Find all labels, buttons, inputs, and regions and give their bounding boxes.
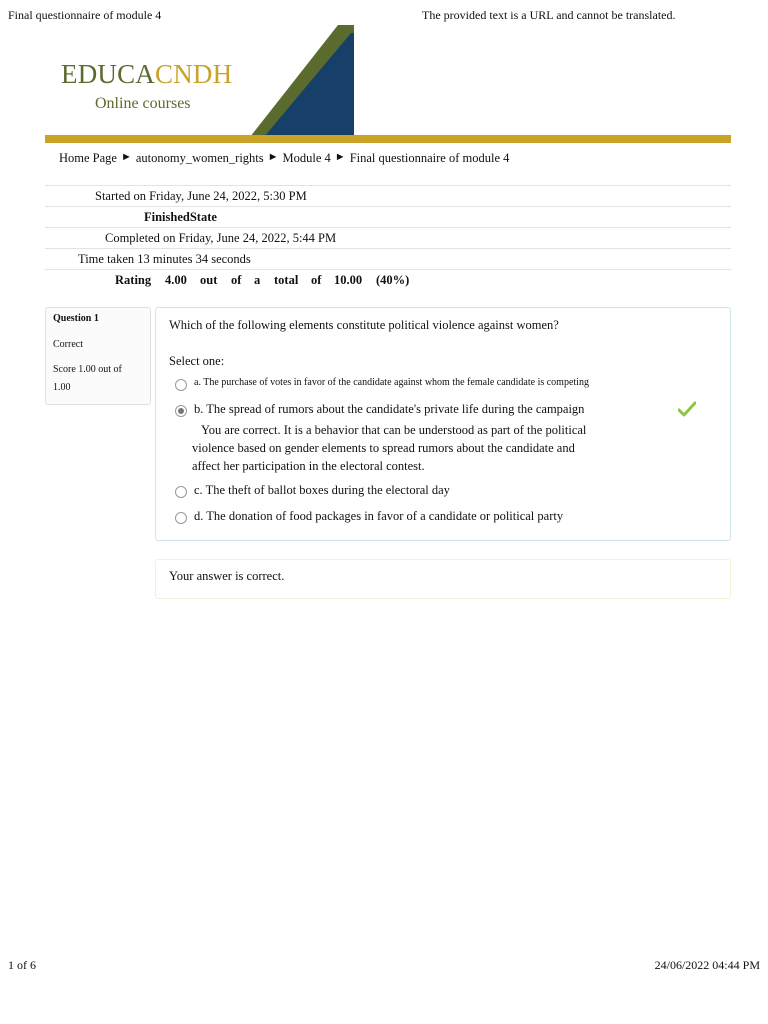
question-info xyxy=(45,307,151,405)
select-one-label: Select one: xyxy=(169,354,225,368)
rating-max: 10.00 xyxy=(334,273,363,287)
option-c-label[interactable]: c. The theft of ballot boxes during the electoral day xyxy=(194,483,450,497)
option-b-radio[interactable] xyxy=(175,405,187,417)
breadcrumb-home[interactable]: Home Page xyxy=(59,151,117,165)
summary-started: Started on Friday, June 24, 2022, 5:30 PM xyxy=(95,189,307,203)
rating-word-out: out xyxy=(200,273,218,287)
site-tagline: Online courses xyxy=(95,95,191,112)
summary-rating-row xyxy=(45,269,731,291)
site-banner xyxy=(45,25,731,143)
attempt-summary xyxy=(45,185,731,291)
site-logo[interactable] xyxy=(61,59,232,90)
logo-text-educa: EDUCA xyxy=(61,59,155,89)
breadcrumb-course[interactable]: autonomy_women_rights xyxy=(135,151,264,165)
question-number: Question 1 xyxy=(53,313,99,324)
question-score-line1: Score 1.00 out of xyxy=(53,364,122,375)
option-a-radio[interactable] xyxy=(175,379,187,391)
summary-completed-row xyxy=(45,227,731,248)
summary-time-taken: Time taken 13 minutes 34 seconds xyxy=(78,252,251,266)
rating-score: 4.00 xyxy=(165,273,187,287)
summary-completed: Completed on Friday, June 24, 2022, 5:44 PM xyxy=(105,231,337,245)
question-text: Which of the following elements constitute political violence against women? xyxy=(169,318,559,332)
rating-percent: (40%) xyxy=(376,273,410,287)
option-c-radio[interactable] xyxy=(175,486,187,498)
rating-label: Rating xyxy=(115,273,152,287)
summary-time-row xyxy=(45,248,731,269)
question-outcome xyxy=(155,559,731,599)
option-a-label[interactable]: a. The purchase of votes in favor of the candidate against whom the female candidate is competing xyxy=(194,377,589,388)
question-status: Correct xyxy=(53,339,83,350)
print-datetime: 24/06/2022 04:44 PM xyxy=(654,958,760,972)
rating-word-of: of xyxy=(311,273,322,287)
breadcrumb-module[interactable]: Module 4 xyxy=(282,151,331,165)
rating-word-of: of xyxy=(231,273,242,287)
breadcrumb xyxy=(59,151,509,166)
summary-state: FinishedState xyxy=(144,210,217,224)
breadcrumb-separator-icon: ► xyxy=(267,151,279,163)
print-page-title: Final questionnaire of module 4 xyxy=(8,8,162,22)
logo-text-cndh: CNDH xyxy=(155,59,233,89)
breadcrumb-separator-icon: ► xyxy=(120,151,132,163)
summary-state-row xyxy=(45,206,731,227)
print-url-note: The provided text is a URL and cannot be translated. xyxy=(422,8,676,22)
option-b-label[interactable]: b. The spread of rumors about the candidate's private life during the campaign xyxy=(194,402,585,416)
rating-word-total: total xyxy=(274,273,299,287)
option-b-feedback: You are correct. It is a behavior that can be understood as part of the political violence based on gender elements to spread rumors about the candidate and affect her participation in the electoral contest. xyxy=(192,423,587,473)
outcome-text: Your answer is correct. xyxy=(169,569,285,583)
option-d-label[interactable]: d. The donation of food packages in favor of a candidate or political party xyxy=(194,509,564,523)
question-content xyxy=(155,307,731,541)
option-d-radio[interactable] xyxy=(175,512,187,524)
summary-started-row xyxy=(45,185,731,206)
correct-check-icon xyxy=(678,401,696,417)
breadcrumb-separator-icon: ► xyxy=(334,151,346,163)
banner-graphic xyxy=(250,25,355,137)
banner-divider xyxy=(45,135,731,143)
rating-word-a: a xyxy=(254,273,261,287)
breadcrumb-current: Final questionnaire of module 4 xyxy=(349,151,510,165)
question-score-line2: 1.00 xyxy=(53,382,71,393)
print-page-number: 1 of 6 xyxy=(8,958,36,972)
